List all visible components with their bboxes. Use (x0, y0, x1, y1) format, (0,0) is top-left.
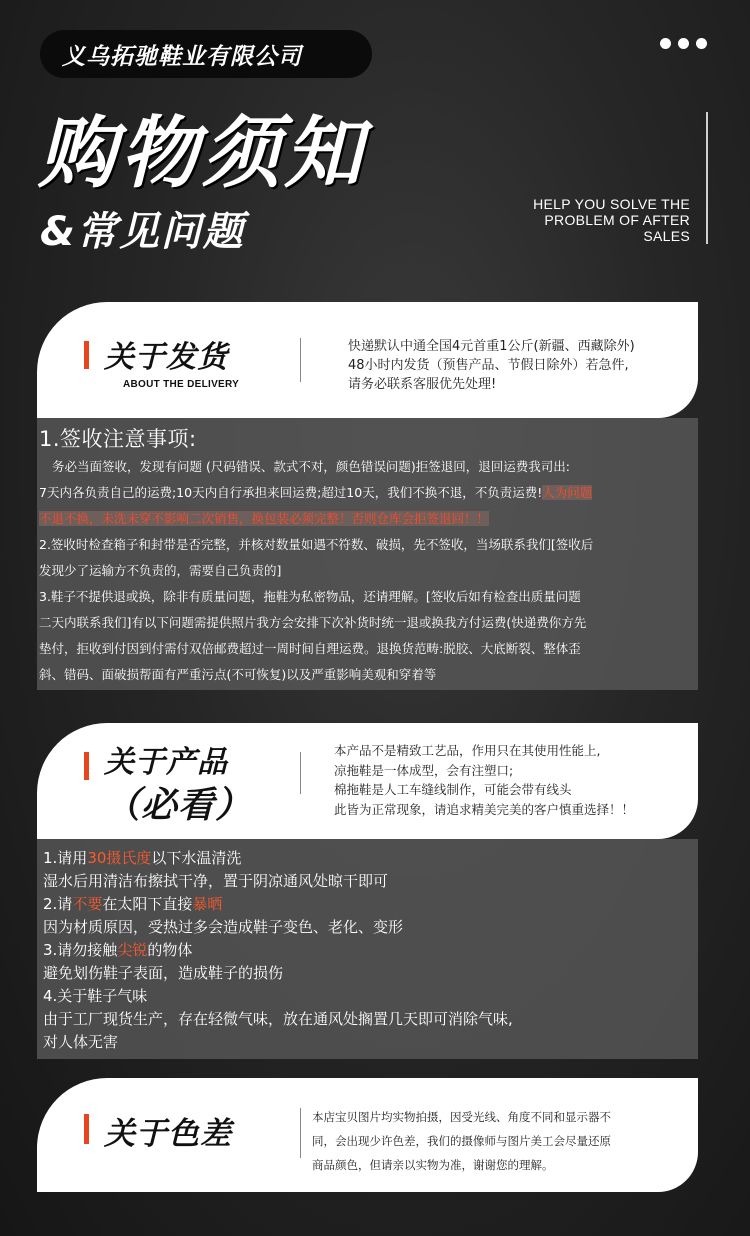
care-item-2: 2.请不要在太阳下直接暴晒 (43, 895, 223, 913)
care-item-3-detail: 避免划伤鞋子表面，造成鞋子的损伤 (43, 964, 284, 982)
color-desc: 本店宝贝图片均实物拍摄，因受光线、角度不同和显示器不 同，会出现少许色差，我们的摄像师与图片美工会尽量还原 商品颜色，但请亲以实物为准，谢谢您的理解。 (312, 1110, 611, 1172)
help-text: HELP YOU SOLVE THE PROBLEM OF AFTER SALES (533, 196, 690, 244)
care-item-4: 4.关于鞋子气味 (43, 987, 148, 1005)
delivery-title-en: ABOUT THE DELIVERY (123, 379, 240, 390)
care-item-2-detail: 因为材质原因，受热过多会造成鞋子变色、老化、变形 (43, 918, 404, 936)
delivery-divider (300, 338, 301, 382)
product-title: 关于产品 （必看） (104, 745, 253, 826)
product-accent-bar (84, 752, 89, 780)
sign-line-3: 不退不换，未洗未穿不影响二次销售，换包装必须完整！否则仓库会拒签退回！！ (39, 511, 490, 526)
product-care-panel (37, 839, 698, 1059)
delivery-desc: 快递默认中通全国4元首重1公斤(新疆、西藏除外) 48小时内发货（预售产品、节假日除外）若急件, 请务必联系客服优先处理! (348, 339, 635, 392)
color-title: 关于色差 (104, 1116, 232, 1152)
delivery-details-panel (37, 418, 698, 690)
care-item-4-detail-1: 由于工厂现货生产，存在轻微气味，放在通风处搁置几天即可消除气味, (43, 1010, 513, 1028)
color-accent-bar (84, 1114, 89, 1144)
care-item-1-detail: 湿水后用清洁布擦拭干净，置于阴凉通风处晾干即可 (43, 872, 389, 890)
product-desc: 本产品不是精致工艺品，作用只在其使用性能上, 凉拖鞋是一体成型，会有注塑口; 棉拖鞋是人工车缝线制作，可能会带有线头 此皆为正常现象，请追求精美完美的客户慎重选择！！ (334, 743, 635, 817)
company-name: 义乌拓驰鞋业有限公司 (40, 30, 372, 78)
header-divider (706, 112, 708, 244)
more-icon[interactable] (660, 38, 707, 49)
sign-line-1: 务必当面签收，发现有问题 (尺码错误、款式不对，颜色错误问题)拒签退回，退回运费我司出: (52, 459, 570, 474)
page-subtitle: &常见问题 (40, 209, 245, 255)
color-divider (300, 1108, 301, 1158)
delivery-accent-bar (84, 341, 89, 369)
return-lines: 3.鞋子不提供退或换，除非有质量问题，拖鞋为私密物品，还请理解。[签收后如有检查出质量问题 二天内联系我们]有以下问题需提供照片我方会安排下次补货时统一退或换我方付运费(快递费你方先 垫付，拒收到付因到付需付双倍邮费超过一周时间自理运费。退换货范畴:脱胶、大底断裂、整体歪 斜、错码、面破损帮面有严重污点(不可恢复)以及严重影响美观和穿着等 (39, 589, 587, 682)
care-item-1: 1.请用30摄氏度以下水温清洗 (43, 849, 242, 867)
check-lines: 2.签收时检查箱子和封带是否完整，并核对数量如遇不符数、破损，先不签收，当场联系我们[签收后 发现少了运输方不负责的，需要自己负责的] (39, 537, 594, 578)
sign-line-2: 7天内各负责自己的运费;10天内自行承担来回运费;超过10天，我们不换不退，不负责运费!人为问题 (39, 485, 593, 500)
product-divider (300, 752, 301, 794)
delivery-title: 关于发货 (104, 340, 228, 375)
care-item-3: 3.请勿接触尖锐的物体 (43, 941, 193, 959)
sign-title: 1.签收注意事项: (39, 427, 197, 451)
page-title: 购物须知 (38, 109, 367, 199)
care-item-4-detail-2: 对人体无害 (43, 1033, 119, 1051)
